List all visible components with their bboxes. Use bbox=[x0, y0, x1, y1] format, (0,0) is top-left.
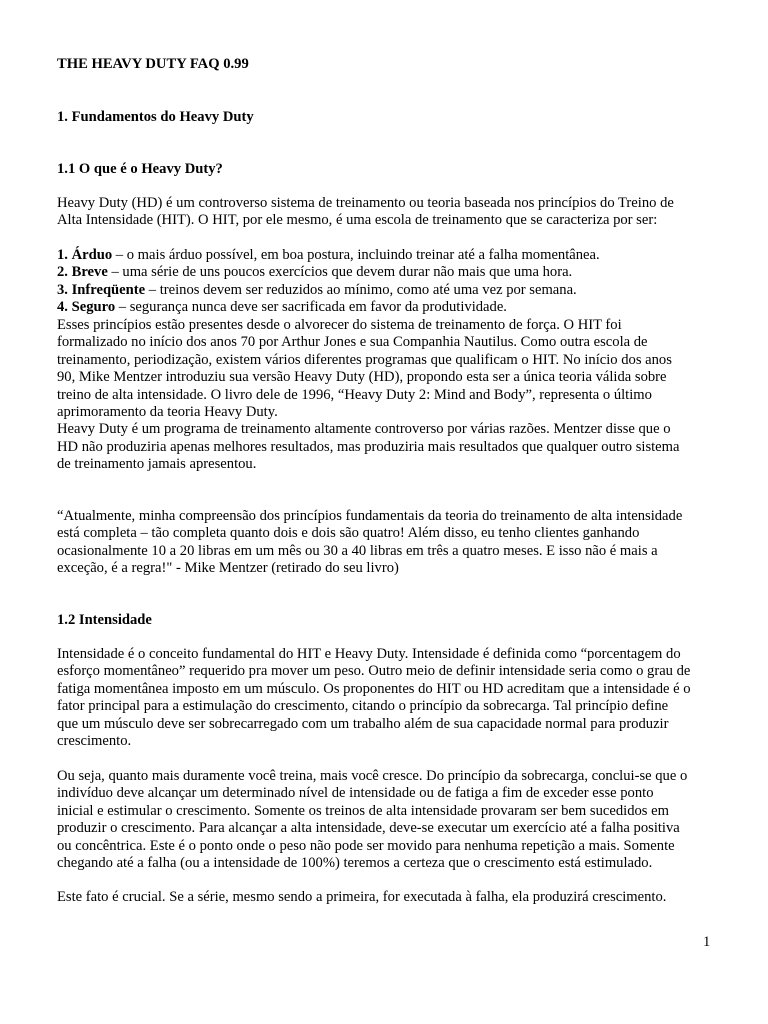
text-line: Alta Intensidade (HIT). O HIT, por ele mesmo, é uma escola de treinamento que se caracteriza por ser: bbox=[57, 212, 658, 229]
text-line: indivíduo deve alcançar um determinado nível de intensidade ou de fatiga a fim de exceder esse ponto bbox=[57, 785, 654, 802]
list-item-text: – treinos devem ser reduzidos ao mínimo, como até uma vez por semana. bbox=[145, 281, 577, 298]
text-line: esforço momentâneo” requerido pra mover um peso. Outro meio de definir intensidade seria como o grau de bbox=[57, 663, 691, 680]
text-line: formalizado no início dos anos 70 por Arthur Jones e sua Companhia Nautilus. Como outra escola de bbox=[57, 334, 648, 351]
text-line: ou concêntrica. Este é o ponto onde o peso não pode ser movido para nenhuma repetição a mais. Somente bbox=[57, 837, 675, 854]
text-line: crescimento. bbox=[57, 733, 132, 750]
text-line: Heavy Duty é um programa de treinamento altamente controverso por várias razões. Mentzer disse que o bbox=[57, 421, 671, 438]
page-number: 1 bbox=[703, 934, 711, 950]
text-line: aprimoramento da teoria Heavy Duty. bbox=[57, 404, 278, 421]
history-paragraph bbox=[57, 317, 717, 474]
text-line: ocasionalmente 10 a 20 libras em um mês ou 30 a 40 libras em três a quatro meses. E isso não é mais a bbox=[57, 542, 658, 559]
crucial-paragraph bbox=[57, 889, 717, 906]
text-line: treino de alta intensidade. O livro dele de 1996, “Heavy Duty 2: Mind and Body”, representa o último bbox=[57, 386, 652, 403]
list-item-text: – segurança nunca deve ser sacrificada em favor da produtividade. bbox=[115, 299, 507, 316]
text-line: HD não produziria apenas melhores resultados, mas produziria mais resultados que qualquer outro sistema bbox=[57, 438, 680, 455]
intensity-paragraph bbox=[57, 646, 717, 750]
list-item-term: 1. Árduo bbox=[57, 247, 113, 263]
text-line: Heavy Duty (HD) é um controverso sistema de treinamento ou teoria baseada nos princípios do Treino de bbox=[57, 195, 674, 211]
list-item bbox=[57, 282, 717, 299]
list-item bbox=[57, 264, 717, 281]
overload-paragraph bbox=[57, 768, 717, 872]
text-line: fatiga momentânea imposto em um músculo. Os proponentes do HIT ou HD acreditam que a intensidade é o bbox=[57, 680, 691, 697]
text-line: 90, Mike Mentzer introduziu sua versão Heavy Duty (HD), propondo esta ser a única teoria válida sobre bbox=[57, 369, 667, 386]
text-line: de treinamento jamais apresentou. bbox=[57, 456, 257, 473]
section-heading-intensidade: 1.2 Intensidade bbox=[57, 612, 152, 628]
section-heading-fundamentos: 1. Fundamentos do Heavy Duty bbox=[57, 109, 254, 125]
text-line: exceção, é a regra!" - Mike Mentzer (retirado do seu livro) bbox=[57, 560, 399, 577]
section-heading-o-que-e: 1.1 O que é o Heavy Duty? bbox=[57, 161, 223, 177]
document-page bbox=[57, 0, 717, 1024]
list-item-term: 2. Breve bbox=[57, 264, 108, 281]
principles-list bbox=[57, 247, 717, 317]
list-item bbox=[57, 299, 717, 316]
text-line: “Atualmente, minha compreensão dos princípios fundamentais da teoria do treinamento de alta intensidade bbox=[57, 508, 683, 524]
list-item-term: 4. Seguro bbox=[57, 299, 116, 316]
text-line: Ou seja, quanto mais duramente você treina, mais você cresce. Do princípio da sobrecarga, conclui-se que o bbox=[57, 768, 688, 784]
text-line: Este fato é crucial. Se a série, mesmo sendo a primeira, for executada à falha, ela produzirá crescimento. bbox=[57, 889, 667, 905]
text-line: inicial e estimular o crescimento. Somente os treinos de alta intensidade provaram ser bem sucedidos em bbox=[57, 802, 669, 819]
list-item-term: 3. Infreqüente bbox=[57, 281, 146, 298]
text-line: que um músculo deve ser sobrecarregado com um trabalho além de sua capacidade normal para produzir bbox=[57, 715, 669, 732]
quote-paragraph bbox=[57, 508, 717, 578]
text-line: Esses princípios estão presentes desde o alvorecer do sistema de treinamento de força. O HIT foi bbox=[57, 317, 622, 333]
list-item-text: – uma série de uns poucos exercícios que devem durar não mais que uma hora. bbox=[107, 264, 573, 281]
list-item-text: – o mais árduo possível, em boa postura, incluindo treinar até a falha momentânea. bbox=[112, 247, 600, 263]
text-line: está completa – tão completa quanto dois e dois são quatro! Além disso, eu tenho clientes ganhando bbox=[57, 525, 640, 542]
text-line: Intensidade é o conceito fundamental do HIT e Heavy Duty. Intensidade é definida como “porcentagem do bbox=[57, 646, 681, 662]
text-line: fator principal para a estimulação do crescimento, citando o princípio da sobrecarga. Tal princípio define bbox=[57, 698, 669, 715]
text-line: chegando até a falha (ou a intensidade de 100%) teremos a certeza que o crescimento está estimulado. bbox=[57, 855, 653, 872]
text-line: treinamento, periodização, existem vários diferentes programas que qualificam o HIT. No início dos anos bbox=[57, 351, 672, 368]
document-title: THE HEAVY DUTY FAQ 0.99 bbox=[57, 56, 249, 72]
list-item bbox=[57, 247, 717, 264]
text-line: produzir o crescimento. Para alcançar a alta intensidade, deve-se executar um exercício até a falha positiva bbox=[57, 820, 680, 837]
intro-paragraph bbox=[57, 195, 717, 230]
